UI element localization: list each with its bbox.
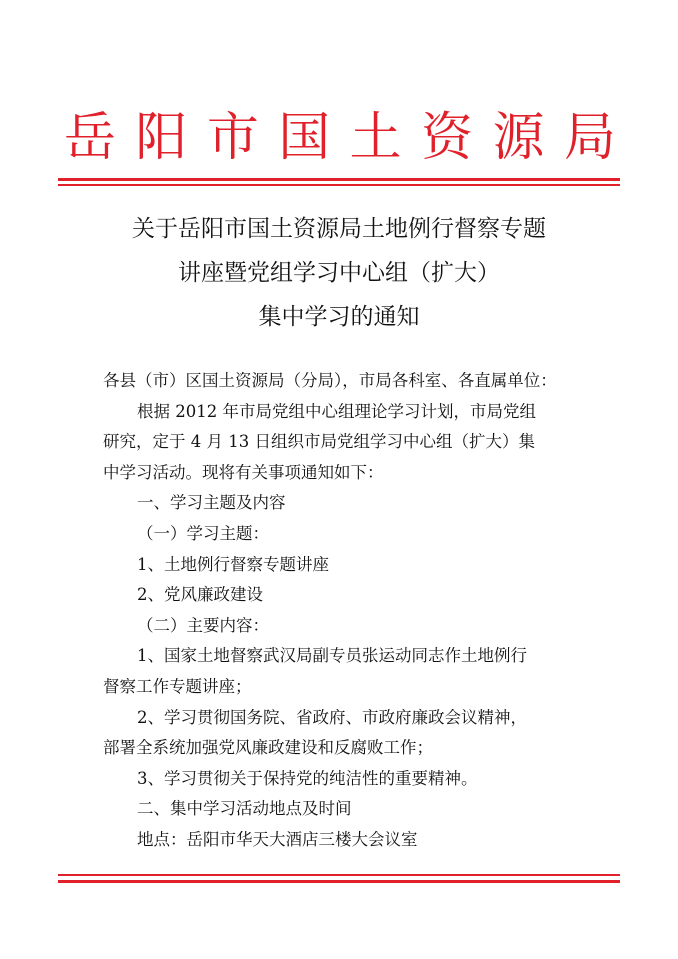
org-name-char: 源 bbox=[492, 108, 545, 168]
header-divider-thin bbox=[58, 184, 620, 186]
org-name-char: 阳 bbox=[135, 108, 188, 168]
org-name-char: 资 bbox=[421, 108, 474, 168]
body-paragraph-line: 根据 2012 年市局党组中心组理论学习计划，市局党组 bbox=[137, 401, 536, 421]
list-item: 2、学习贯彻国务院、省政府、市政府廉政会议精神， bbox=[137, 707, 527, 727]
footer-divider-thick bbox=[58, 880, 620, 883]
document-title-line-1: 关于岳阳市国土资源局土地例行督察专题 bbox=[132, 216, 546, 242]
org-name-header bbox=[60, 102, 620, 174]
header-divider-thick bbox=[58, 178, 620, 181]
list-item: 1、国家土地督察武汉局副专员张运动同志作土地例行 bbox=[137, 646, 527, 666]
footer-divider-thin bbox=[58, 874, 620, 876]
body-paragraph-line: 研究，定于 4 月 13 日组织市局党组学习中心组（扩大）集 bbox=[103, 432, 535, 452]
list-item: 2、党风廉政建设 bbox=[137, 585, 263, 605]
list-item: 3、学习贯彻关于保持党的纯洁性的重要精神。 bbox=[137, 768, 478, 788]
list-item-continuation: 部署全系统加强党风廉政建设和反腐败工作； bbox=[103, 738, 433, 758]
org-name-char: 局 bbox=[563, 108, 616, 168]
org-name-char: 国 bbox=[278, 108, 331, 168]
sub-heading: （一）学习主题： bbox=[137, 523, 269, 543]
section-heading: 二、集中学习活动地点及时间 bbox=[137, 799, 352, 819]
document-body bbox=[103, 366, 583, 856]
body-paragraph-line: 中学习活动。现将有关事项通知如下： bbox=[103, 462, 384, 482]
org-name-char: 市 bbox=[206, 108, 259, 168]
document-title-line-3: 集中学习的通知 bbox=[258, 304, 420, 330]
sub-heading: （二）主要内容： bbox=[137, 615, 269, 635]
list-item: 1、土地例行督察专题讲座 bbox=[137, 554, 329, 574]
salutation: 各县（市）区国土资源局（分局），市局各科室、各直属单位： bbox=[103, 371, 557, 390]
org-name-char: 土 bbox=[349, 108, 402, 168]
list-item-continuation: 督察工作专题讲座； bbox=[103, 676, 252, 696]
location-line: 地点：岳阳市华天大酒店三楼大会议室 bbox=[137, 829, 418, 849]
document-title-line-2: 讲座暨党组学习中心组（扩大） bbox=[178, 260, 500, 286]
org-name-char: 岳 bbox=[63, 108, 116, 168]
section-heading: 一、学习主题及内容 bbox=[137, 493, 286, 513]
